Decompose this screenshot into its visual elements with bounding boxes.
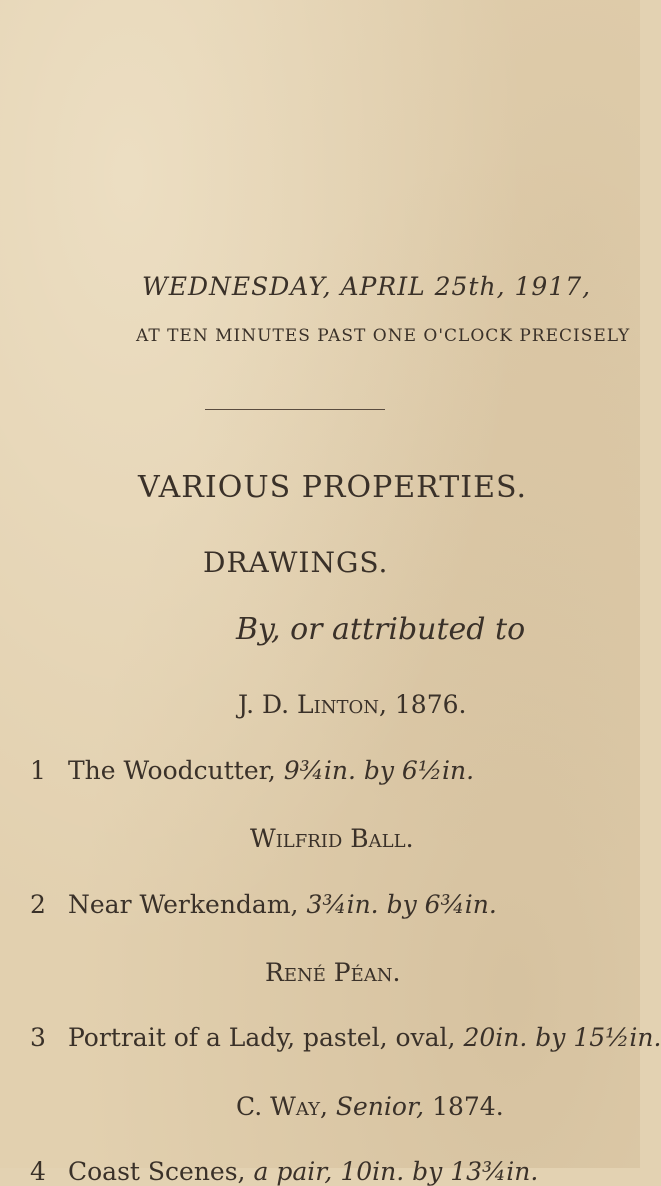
lot-description xyxy=(68,1157,538,1186)
lot-size: 9¾in. by 6½in. xyxy=(283,756,475,785)
artist-name: J. D. Linton, xyxy=(238,690,387,719)
lot-title: Near Werkendam, xyxy=(68,890,299,919)
attribution-line: By, or attributed to xyxy=(236,612,526,647)
lot-number: 2 xyxy=(30,890,46,919)
lot-qualifier: a pair, xyxy=(253,1157,333,1186)
artist-line-1 xyxy=(238,690,466,719)
artist-line-4 xyxy=(236,1092,504,1121)
lot-title: Coast Scenes, xyxy=(68,1157,246,1186)
artist-year: 1876. xyxy=(394,690,467,719)
lot-size: 20in. by 15½in. xyxy=(463,1023,661,1052)
artist-year: 1874. xyxy=(432,1092,504,1121)
lot-number: 3 xyxy=(30,1023,46,1052)
lot-description xyxy=(68,756,474,785)
artist-line-2 xyxy=(250,824,414,853)
section-title: VARIOUS PROPERTIES. xyxy=(138,470,527,505)
lot-description xyxy=(68,890,497,919)
lot-number: 4 xyxy=(30,1157,46,1186)
lot-description xyxy=(68,1023,661,1052)
artist-line-3 xyxy=(265,958,400,987)
section-subtitle: DRAWINGS. xyxy=(203,546,389,579)
artist-name: René Péan. xyxy=(265,958,401,987)
lot-number: 1 xyxy=(30,756,46,785)
lot-title: Portrait of a Lady, pastel, oval, xyxy=(68,1023,456,1052)
sale-time-heading: AT TEN MINUTES PAST ONE O'CLOCK PRECISELY xyxy=(136,326,631,346)
lot-size: 10in. by 13¾in. xyxy=(340,1157,539,1186)
sale-date-heading: WEDNESDAY, APRIL 25th, 1917, xyxy=(142,272,592,301)
artist-qualifier: Senior, xyxy=(335,1092,425,1121)
artist-name: Wilfrid Ball. xyxy=(250,824,414,853)
lot-size: 3¾in. by 6¾in. xyxy=(306,890,497,919)
lot-title: The Woodcutter, xyxy=(68,756,276,785)
divider-rule xyxy=(205,409,385,410)
artist-name: C. Way, xyxy=(236,1092,328,1121)
